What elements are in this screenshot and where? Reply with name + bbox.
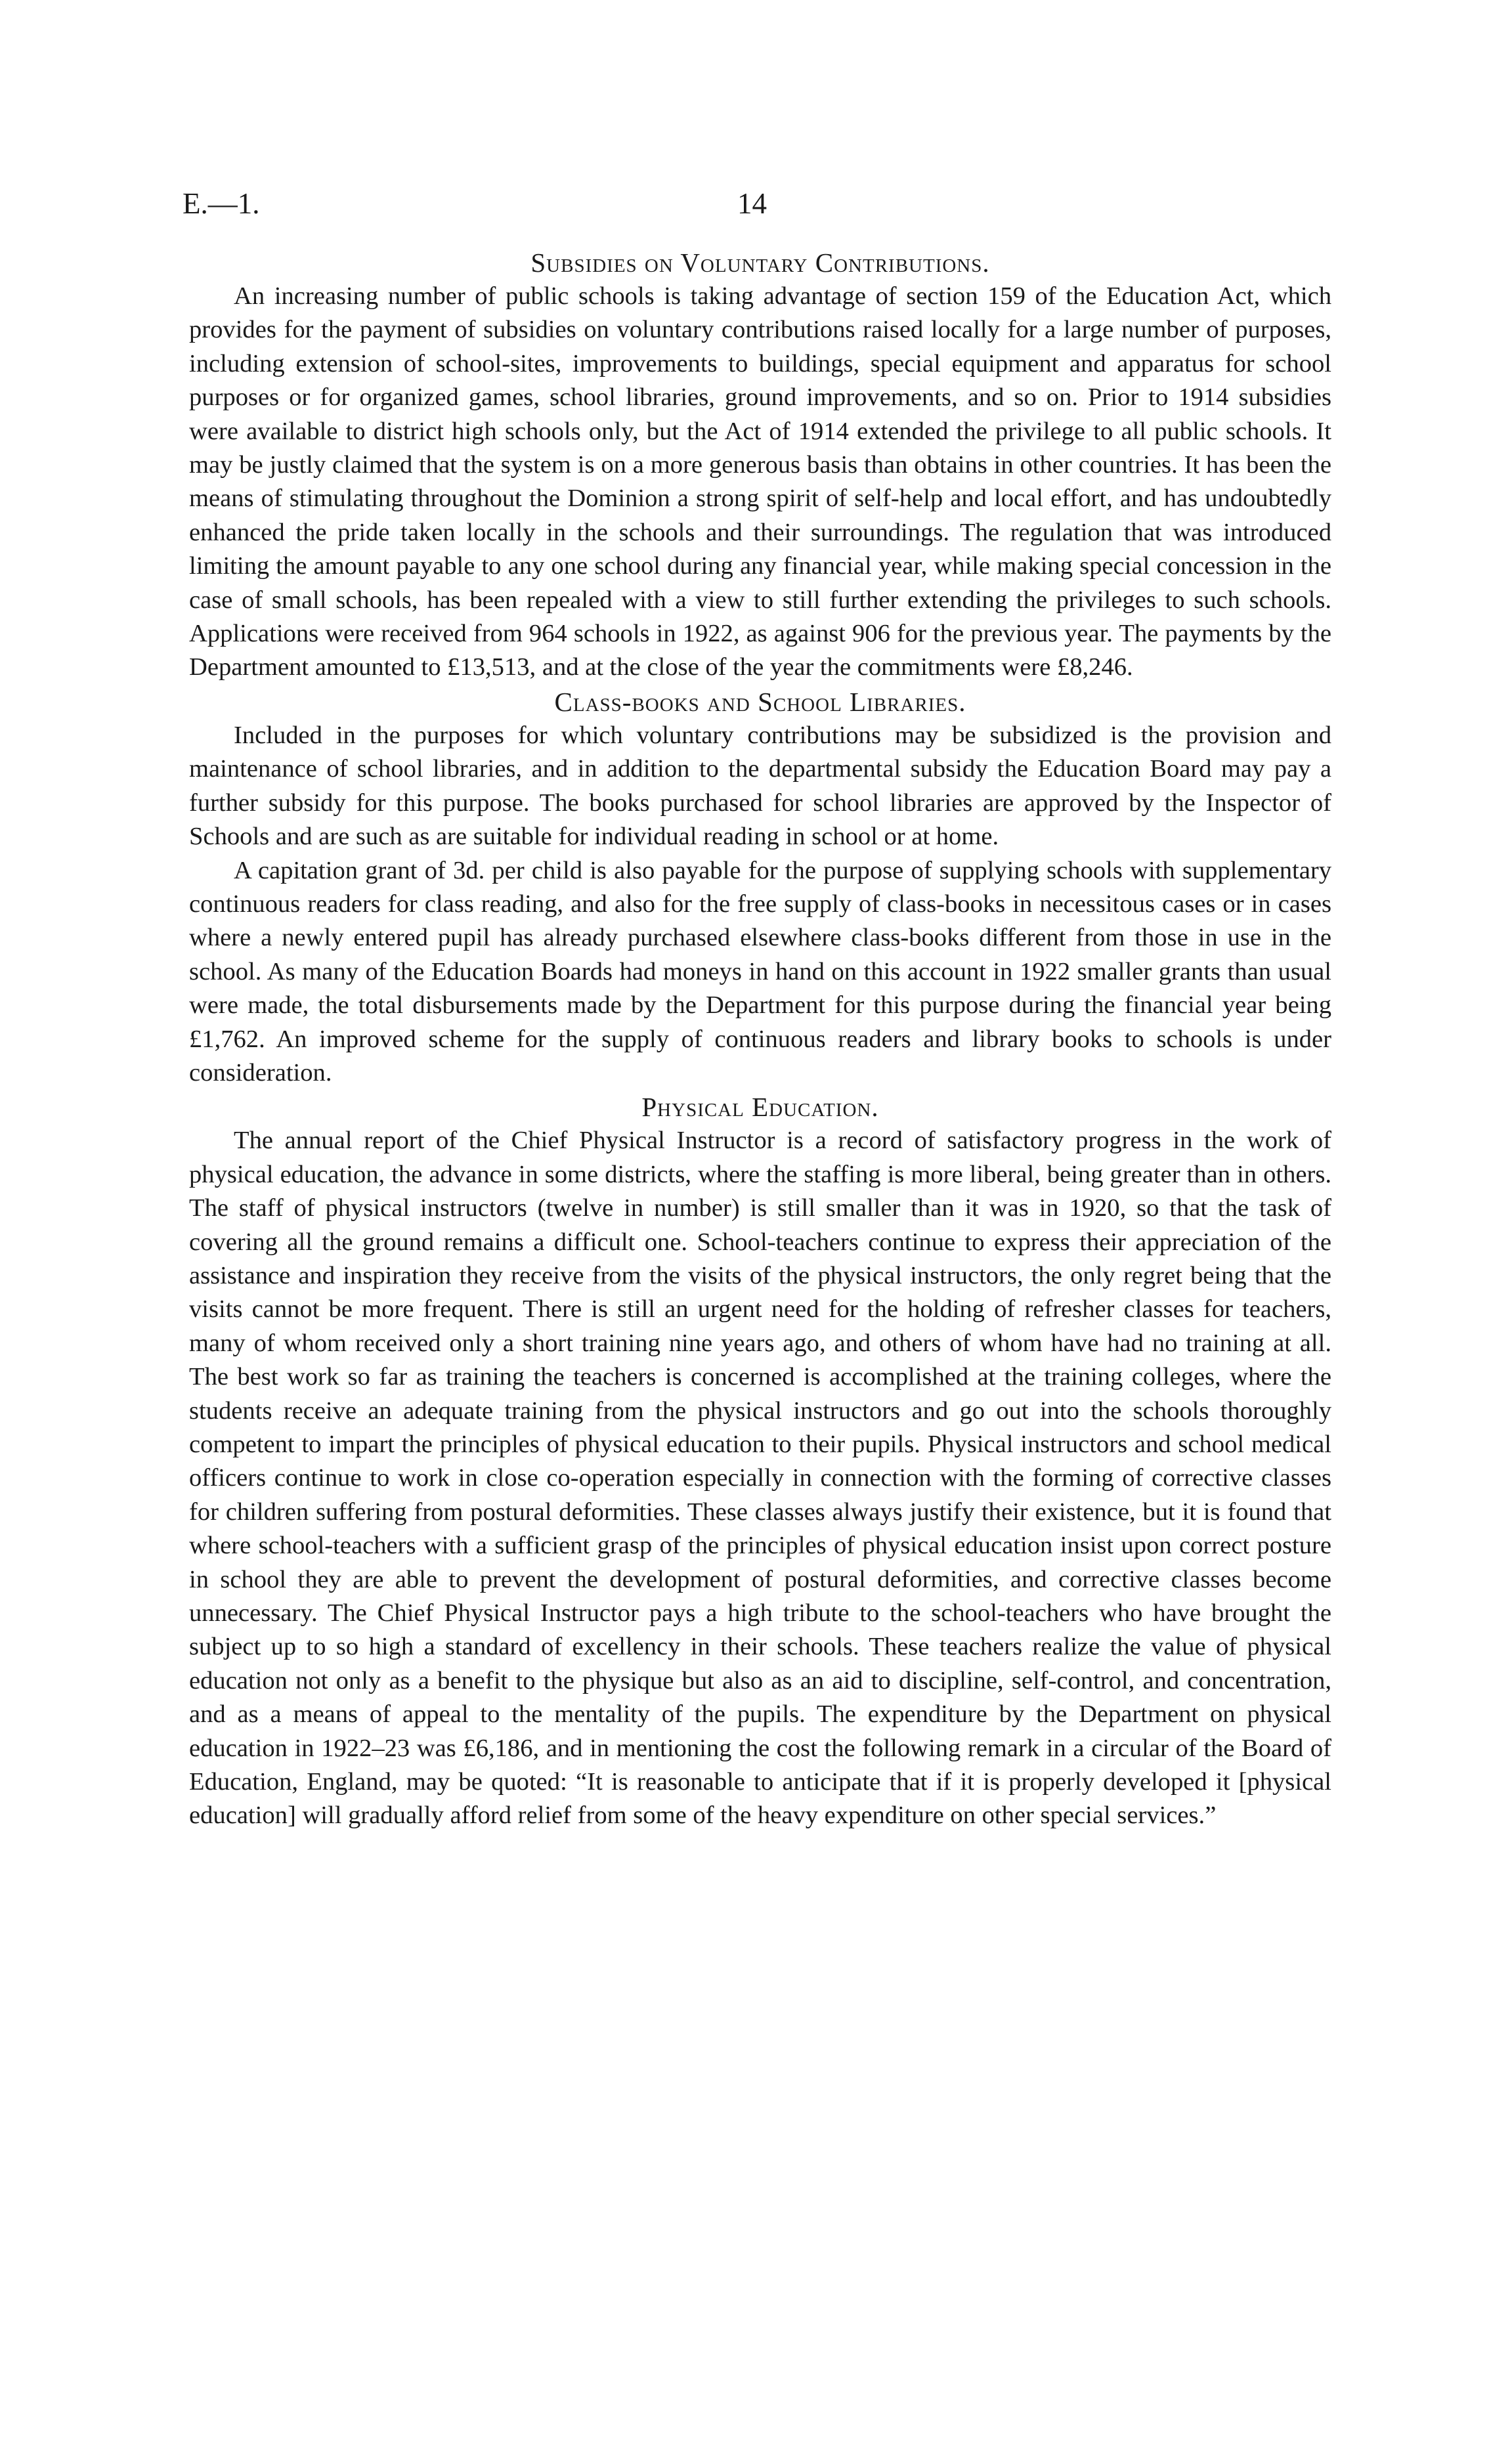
paragraph: An increasing number of public schools is taking advantage of section 159 of the Education Act, which provides for the payment of subsidies on voluntary contributions raised locally for a large number of purposes, including extension of school-sites, improvements to buildings, special equipment and apparatus for school purposes or for organized games, school libraries, ground improvements, and so on. Prior to 1914 subsidies were available to district high schools only, but the Act of 1914 extended the privilege to all public schools. It may be justly claimed that the system is on a more generous basis than obtains in other countries. It has been the means of stimulating throughout the Dominion a strong spirit of self-help and local effort, and has undoubtedly enhanced the pride taken locally in the schools and their surroundings. The regulation that was introduced limiting the amount payable to any one school during any financial year, while making special concession in the case of small schools, has been repealed with a view to still further extending the privileges to such schools. Applications were received from 964 schools in 1922, as against 906 for the previous year. The payments by the Department amounted to £13,513, and at the close of the year the commitments were £8,246. [189, 282, 1331, 681]
document-page [183, 186, 1331, 1833]
section-class-books [189, 685, 1331, 1090]
section-subsidies [189, 246, 1331, 685]
section-title: Subsidies on Voluntary Contributions. [530, 248, 990, 278]
section-title: Physical Education. [641, 1092, 879, 1123]
paragraph: A capitation grant of 3d. per child is also payable for the purpose of supplying schools with supplementary continuous readers for class reading, and also for the free supply of class-books in necessitous cases or in cases where a newly entered pupil has already purchased elsewhere class-books different from those in use in the school. As many of the Education Boards had moneys in hand on this account in 1922 smaller grants than usual were made, the total disbursements made by the Department for this purpose during the financial year being £1,762. An improved scheme for the supply of continuous readers and library books to schools is under consideration. [189, 856, 1331, 1087]
paragraph: Included in the purposes for which voluntary contributions may be subsidized is the provision and maintenance of school libraries, and in addition to the departmental subsidy the Education Board may pay a further subsidy for this purpose. The books purchased for school libraries are approved by the Inspector of Schools and are such as are suitable for individual reading in school or at home. [189, 721, 1331, 851]
page-header [183, 186, 1331, 226]
page-number: 14 [737, 187, 767, 220]
section-physical-education [189, 1090, 1331, 1833]
section-title: Class-books and School Libraries. [554, 686, 966, 717]
document-reference: E.—1. [183, 187, 260, 220]
paragraph: The annual report of the Chief Physical Instructor is a record of satisfactory progress in the work of physical education, the advance in some districts, where the staffing is more liberal, being greater than in others. The staff of physical instructors (twelve in number) is still smaller than it was in 1920, so that the task of covering all the ground remains a difficult one. School-teachers continue to express their appreciation of the assistance and inspiration they receive from the visits of the physical instructors, the only regret being that the visits cannot be more frequent. There is still an urgent need for the holding of refresher classes for teachers, many of whom received only a short training nine years ago, and others of whom have had no training at all. The best work so far as training the teachers is concerned is accomplished at the training colleges, where the students receive an adequate training from the physical instructors and go out into the schools thoroughly competent to impart the principles of physical education to their pupils. Physical instructors and school medical officers continue to work in close co-operation especially in connection with the forming of corrective classes for children suffering from postural deformities. These classes always justify their existence, but it is found that where school-teachers with a sufficient grasp of the principles of physical education insist upon correct posture in school they are able to prevent the development of postural deformities, and corrective classes become unnecessary. The Chief Physical Instructor pays a high tribute to the school-teachers who have brought the subject up to so high a standard of excellency in their schools. These teachers realize the value of physical education not only as a benefit to the physique but also as an aid to discipline, self-control, and concentration, and as a means of appeal to the mentality of the pupils. The expenditure by the Department on physical education in 1922–23 was £6,186, and in mentioning the cost the following remark in a circular of the Board of Education, England, may be quoted: “It is reasonable to anticipate that if it is properly developed it [physical education] will gradually afford relief from some of the heavy expenditure on other special services.” [189, 1127, 1331, 1830]
